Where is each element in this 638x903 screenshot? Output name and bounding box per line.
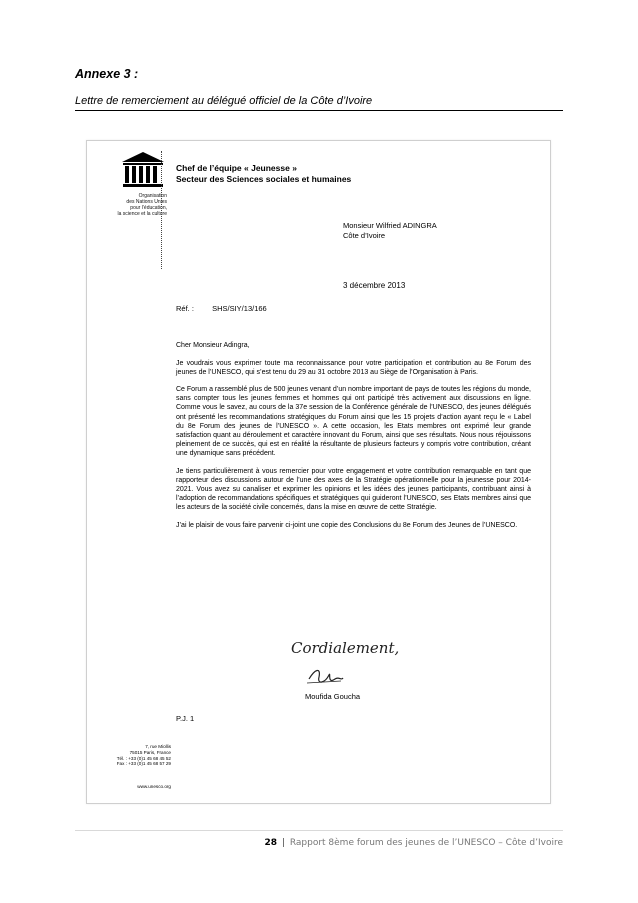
page-footer (265, 838, 564, 848)
footer-text: Rapport 8ème forum des jeunes de l’UNESCO – Côte d’Ivoire (289, 838, 563, 848)
letter-date: 3 décembre 2013 (343, 281, 406, 290)
paragraph: Je tiens particulièrement à vous remercier pour votre engagement et votre contribution remarquable en tant que rapporteur des discussions autour de l’une des axes de la Stratégie opérationnelle pour la jeunesse pour 2014-2021. Vous avez su canaliser et exprimer les opinions et les idées des jeunes participants, contribuant ainsi à l’adoption de recommandations spécifiques et stratégiques qui guideront l’UNESCO, ses Etats membres ainsi que les acteurs de la société civile concernés, dans la mise en œuvre de cette Stratégie. (176, 467, 531, 511)
salutation: Cher Monsieur Adingra, (176, 342, 250, 349)
paragraph: Ce Forum a rassemblé plus de 500 jeunes venant d’un nombre important de pays de toutes les régions du monde, sans compter tous les jeunes femmes et hommes qui ont participé très activement aux discussions en ligne. Comme vous le savez, au cours de la 37e session de la Conférence générale de l’UNESCO, des jeunes délégués ont présenté les recommandations stratégiques du Forum ainsi que les 15 projets d’action ayant reçu le « Label du 8e Forum des jeunes de l’UNESCO ». A cette occasion, les Etats membres ont exprimé leur grande satisfaction quant au déroulement et caractère innovant du Forum, ainsi que ses résultats. Nous nous réjouissons pleinement de ce succès, qui est en réalité la résultante de plusieurs facteurs y compris votre contribution, créant une dynamique sans précédent. (176, 386, 531, 457)
signature-icon (305, 665, 345, 689)
footer-separator: | (281, 838, 285, 848)
dotted-divider (161, 151, 162, 269)
paragraph: Je voudrais vous exprimer toute ma reconnaissance pour votre participation et contribution au 8e Forum des jeunes de l’UNESCO, qui s’est tenu du 29 au 31 octobre 2013 au Siège de l’Organisation à Paris. (176, 359, 531, 376)
paragraph: J’ai le plaisir de vous faire parvenir ci-joint une copie des Conclusions du 8e Forum des Jeunes de l’UNESCO. (176, 521, 518, 529)
sender-block: Chef de l’équipe « Jeunesse » Secteur des Sciences sociales et humaines (176, 163, 352, 184)
recipient-block: Monsieur Wilfried ADINGRA Côte d’Ivoire (343, 221, 437, 240)
org-name: Organisation des Nations Unies pour l’éducation, la science et la culture (117, 193, 167, 217)
unesco-temple-icon (120, 151, 166, 189)
website: www.unesco.org (137, 784, 171, 789)
signer-name: Moufida Goucha (305, 692, 361, 701)
svg-text:Cordialement,: Cordialement, (291, 639, 400, 657)
annex-subtitle: Lettre de remerciement au délégué officiel de la Côte d’Ivoire (75, 95, 373, 107)
address-block: 7, rue Miollis 75015 Paris, France Tél. : +33 (0)1 45 68 45 52 Fax : +33 (0)1 45 68 57 29 (116, 744, 171, 767)
letter-scan (86, 140, 551, 804)
top-rule (75, 110, 563, 111)
enclosure: P.J. 1 (176, 714, 195, 723)
footer-rule (75, 830, 563, 831)
annex-title: Annexe 3 : (75, 67, 139, 81)
reference: Réf. : SHS/SIY/13/166 (176, 304, 267, 313)
page-number: 28 (264, 838, 278, 848)
letter-body (176, 341, 531, 538)
